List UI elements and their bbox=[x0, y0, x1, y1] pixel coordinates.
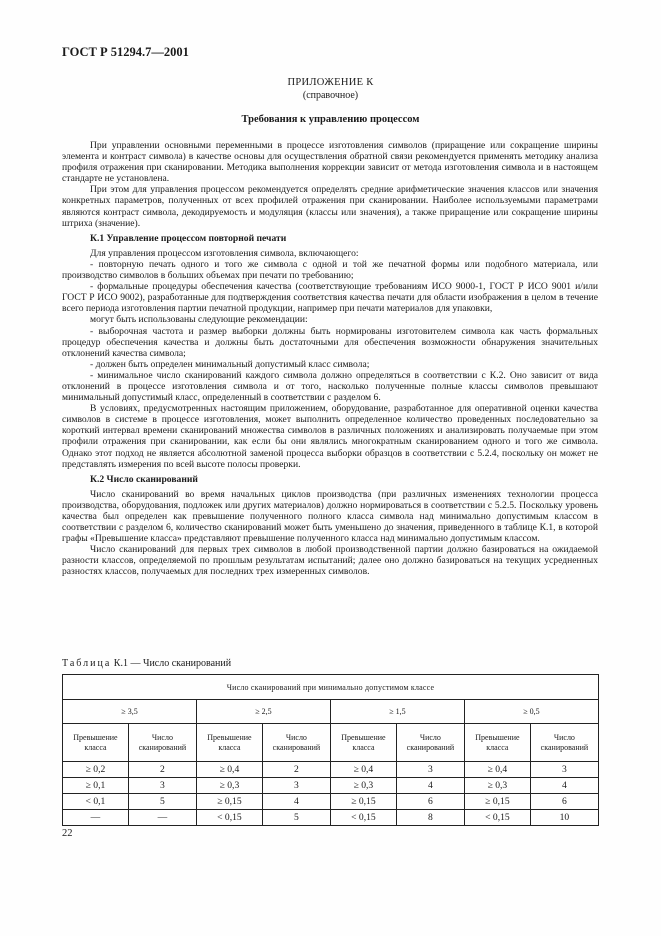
column-header-excess: Превышение класса bbox=[63, 724, 129, 762]
table-cell: ≥ 0,3 bbox=[464, 778, 530, 794]
table-cell: 3 bbox=[262, 778, 330, 794]
column-header-count: Число сканирований bbox=[262, 724, 330, 762]
table-cell: ≥ 0,2 bbox=[63, 762, 129, 778]
table-row bbox=[63, 762, 599, 778]
body-text bbox=[62, 140, 598, 578]
table-cell: 3 bbox=[396, 762, 464, 778]
paragraph: Число сканирований во время начальных циклов производства (при различных изменениях технологии процесса производства, оборудования, подложек или других материалов) должно нормироваться в соответствии с 5.2.5. Поскольку уровень качества был определен как превышение полученного полного класса символа над минимально допустимым классом в соответствии с разделом 6, количество сканирований может быть уменьшено до значения, приведенного в таблице К.1, в которой графы «Превышение класса» представляют превышение полученного класса над минимально допустимым классом. bbox=[62, 488, 598, 545]
table-group-header: ≥ 1,5 bbox=[330, 700, 464, 724]
table-cell: 4 bbox=[530, 778, 598, 794]
table-cell: < 0,15 bbox=[196, 810, 262, 826]
table-cell: 6 bbox=[530, 794, 598, 810]
table-cell: 4 bbox=[396, 778, 464, 794]
document-header: ГОСТ Р 51294.7—2001 bbox=[62, 45, 189, 59]
subsection-heading: К.2 Число сканирований bbox=[90, 473, 198, 485]
table-cell: ≥ 0,4 bbox=[330, 762, 396, 778]
table-cell: — bbox=[128, 810, 196, 826]
table-cell: ≥ 0,3 bbox=[196, 778, 262, 794]
paragraph: Для управления процессом изготовления символа, включающего: bbox=[90, 247, 359, 259]
table-group-header: ≥ 0,5 bbox=[464, 700, 598, 724]
table-main-header: Число сканирований при минимально допустимом классе bbox=[63, 675, 599, 700]
table-row bbox=[63, 794, 599, 810]
table-group-header: ≥ 3,5 bbox=[63, 700, 197, 724]
table-caption bbox=[62, 658, 231, 669]
appendix-title: ПРИЛОЖЕНИЕ К bbox=[287, 77, 374, 88]
table-cell: < 0,15 bbox=[330, 810, 396, 826]
table-cell: 3 bbox=[530, 762, 598, 778]
table-cell: — bbox=[63, 810, 129, 826]
paragraph: При этом для управления процессом рекомендуется определять средние арифметические значения классов или значения конкретных параметров, полученных от всех профилей отражения при сканировании. Наиболее используемыми параметрами являются контраст символа, декодируемость и модуляция (классы или значения), а также приращение или сокращение ширины штриха (значение). bbox=[62, 184, 598, 229]
table-cell: ≥ 0,15 bbox=[330, 794, 396, 810]
table-row bbox=[63, 810, 599, 826]
column-header-excess: Превышение класса bbox=[330, 724, 396, 762]
column-header-excess: Превышение класса bbox=[464, 724, 530, 762]
paragraph: - повторную печать одного и того же символа с одной и той же печатной формы или подобного материала, или производство символов в больших объемах при печати по требованию; bbox=[62, 258, 598, 282]
table-cell: ≥ 0,15 bbox=[196, 794, 262, 810]
appendix-subtitle: (справочное) bbox=[302, 90, 359, 101]
scan-count-table bbox=[62, 674, 599, 826]
table-cell: 8 bbox=[396, 810, 464, 826]
table-cell: ≥ 0,15 bbox=[464, 794, 530, 810]
table-cell: 6 bbox=[396, 794, 464, 810]
paragraph: В условиях, предусмотренных настоящим приложением, оборудование, разработанное для оперативной оценки качества символов в системе в процессе изготовления, может выполнить определенное количество проведенных последовательно за короткий интервал времени сканирований множества символов в различных положениях и анализировать получаемые при этом профили отражения при сканировании, как если бы они являлись многократным сканированием одного и того же символа. Однако этот подход не является абсолютной заменой процесса выборки образцов в соответствии с 5.2.4, поскольку он может не представлять измерения по всей высоте полосы проверки. bbox=[62, 403, 598, 470]
paragraph: Число сканирований для первых трех символов в любой производственной партии должно базироваться на ожидаемой разности классов, определяемой по прошлым результатам испытаний; далее оно должно базироваться на текущих усредненных разностях классов, получаемых для последних трех измеренных символов. bbox=[62, 544, 598, 578]
paragraph: При управлении основными переменными в процессе изготовления символов (приращение или сокращение ширины элемента и контраст символа) в качестве основы для осуществления обратной связи рекомендуется применять методику анализа профиля отражения при сканировании. Методика выполнения коррекции зависит от метода изготовления символа и в настоящем стандарте не установлена. bbox=[62, 140, 598, 185]
paragraph: - выборочная частота и размер выборки должны быть нормированы изготовителем символа как часть формальных процедур обеспечения качества и должны быть достаточными для обеспечения возможности обнаружения значительных отклонений качества символа; bbox=[62, 325, 598, 359]
paragraph: - минимальное число сканирований каждого символа должно определяться в соответствии с К.2. Оно зависит от вида отклонений в процессе изготовления символа и от того, насколько полученные полные классы символов превышают минимальный допустимый класс, определенный в соответствии с разделом 6. bbox=[62, 369, 598, 404]
column-header-count: Число сканирований bbox=[396, 724, 464, 762]
section-title: Требования к управлению процессом bbox=[241, 114, 420, 125]
table-cell: < 0,15 bbox=[464, 810, 530, 826]
table-cell: 10 bbox=[530, 810, 598, 826]
table-cell: 4 bbox=[262, 794, 330, 810]
paragraph: - должен быть определен минимальный допустимый класс символа; bbox=[90, 358, 370, 370]
subsection-heading: К.1 Управление процессом повторной печати bbox=[90, 232, 287, 244]
table-cell: ≥ 0,4 bbox=[464, 762, 530, 778]
column-header-excess: Превышение класса bbox=[196, 724, 262, 762]
table-cell: ≥ 0,1 bbox=[63, 778, 129, 794]
table-cell: 2 bbox=[128, 762, 196, 778]
table-caption-word: Таблица bbox=[62, 658, 112, 669]
table-cell: ≥ 0,4 bbox=[196, 762, 262, 778]
paragraph: могут быть использованы следующие рекомендации: bbox=[90, 314, 308, 326]
table-cell: 2 bbox=[262, 762, 330, 778]
table-cell: ≥ 0,3 bbox=[330, 778, 396, 794]
table-cell: 5 bbox=[128, 794, 196, 810]
table-row bbox=[63, 778, 599, 794]
table-cell: 3 bbox=[128, 778, 196, 794]
table-group-header: ≥ 2,5 bbox=[196, 700, 330, 724]
table-cell: 5 bbox=[262, 810, 330, 826]
paragraph: - формальные процедуры обеспечения качества (соответствующие требованиям ИСО 9000-1, ГОСТ Р ИСО 9001 и/или ГОСТ Р ИСО 9002), разработанные для подтверждения соответствия качества печати для области изображения в целом в течение всего периода изготовления партии печатной продукции, например при печати материалов для упаковки, bbox=[62, 281, 598, 315]
page-number: 22 bbox=[62, 828, 73, 839]
column-header-count: Число сканирований bbox=[128, 724, 196, 762]
table-caption-text: К.1 — Число сканирований bbox=[113, 658, 232, 669]
table-cell: < 0,1 bbox=[63, 794, 129, 810]
column-header-count: Число сканирований bbox=[530, 724, 598, 762]
